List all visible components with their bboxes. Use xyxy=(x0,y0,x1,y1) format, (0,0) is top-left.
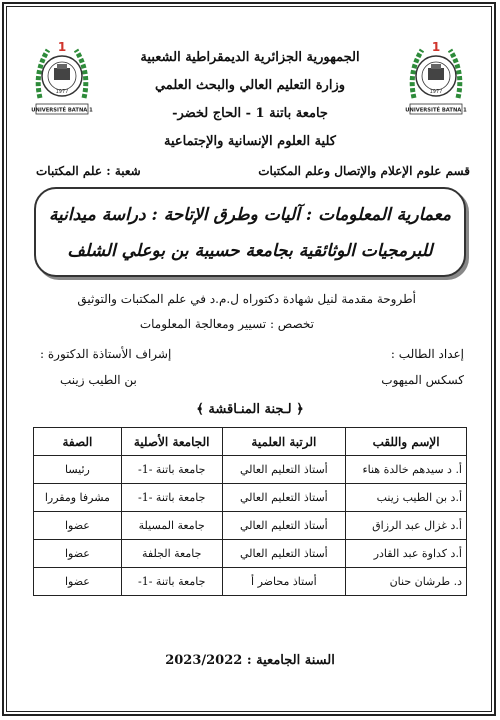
jury-header-name: الإسم واللقب xyxy=(346,428,467,456)
jury-member-rank: أستاذ التعليم العالي xyxy=(222,484,346,512)
table-row xyxy=(34,484,467,512)
thesis-description: أطروحة مقدمة لنيل شهادة دكتوراه ل.م.د في علم المكتبات والتوثيق xyxy=(77,292,416,306)
jury-member-university: جامعة باتنة -1- xyxy=(121,484,222,512)
table-row xyxy=(34,512,467,540)
jury-header-university: الجامعة الأصلية xyxy=(121,428,222,456)
university-logo-right xyxy=(404,38,468,126)
table-row xyxy=(34,540,467,568)
faculty-name: كلية العلوم الإنسانية والإجتماعية xyxy=(164,134,336,149)
logo-number: 1 xyxy=(431,40,441,54)
thesis-title-line2: للبرمجيات الوثائقية بجامعة حسيبة بن بوعلي الشلف xyxy=(67,241,433,261)
jury-member-name: أ.د بن الطيب زينب xyxy=(346,484,467,512)
supervisor-name: بن الطيب زينب xyxy=(60,373,137,387)
ministry-name: وزارة التعليم العالي والبحث العلمي xyxy=(154,78,346,93)
jury-member-role: رئيسا xyxy=(34,456,122,484)
jury-member-role: مشرفا ومقررا xyxy=(34,484,122,512)
logo-year: 1977 xyxy=(55,89,69,95)
student-label: إعداد الطالب : xyxy=(390,347,464,361)
jury-header-row xyxy=(34,428,467,456)
jury-member-name: أ.د كداوة عبد القادر xyxy=(346,540,467,568)
table-row xyxy=(34,456,467,484)
thesis-specialty: تخصص : تسيير ومعالجة المعلومات xyxy=(139,317,314,331)
jury-member-name: أ.د غزال عبد الرزاق xyxy=(346,512,467,540)
jury-header-rank: الرتبة العلمية xyxy=(222,428,346,456)
jury-title: ﴿ لـجنة المنـاقشة ﴾ xyxy=(196,402,304,417)
jury-member-role: عضوا xyxy=(34,540,122,568)
thesis-title-line1: معمارية المعلومات : آليات وطرق الإتاحة : دراسة ميدانية xyxy=(48,205,452,225)
student-name: كسكس الميهوب xyxy=(381,373,464,387)
supervisor-label: إشراف الأستاذة الدكتورة : xyxy=(40,347,172,361)
jury-member-rank: أستاذ محاضر أ xyxy=(222,568,346,596)
jury-member-name: أ. د سيدهم خالدة هناء xyxy=(346,456,467,484)
jury-member-name: د. طرشان حنان xyxy=(346,568,467,596)
jury-member-rank: أستاذ التعليم العالي xyxy=(222,456,346,484)
jury-member-university: جامعة المسيلة xyxy=(121,512,222,540)
table-row xyxy=(34,568,467,596)
logo-text: UNIVERSITÉ BATNA 1 xyxy=(405,107,467,114)
jury-member-role: عضوا xyxy=(34,512,122,540)
jury-member-university: جامعة الجلفة xyxy=(121,540,222,568)
jury-member-role: عضوا xyxy=(34,568,122,596)
logo-text: UNIVERSITÉ BATNA 1 xyxy=(31,107,93,114)
logo-year: 1977 xyxy=(429,89,443,95)
academic-year: السنة الجامعية : 2023/2022 xyxy=(165,653,335,668)
republic-name: الجمهورية الجزائرية الديمقراطية الشعبية xyxy=(140,50,360,65)
thesis-title-box xyxy=(34,187,466,277)
logo-number: 1 xyxy=(57,40,67,54)
jury-member-university: جامعة باتنة -1- xyxy=(121,568,222,596)
university-name: جامعة باتنة 1 - الحاج لخضر- xyxy=(172,106,328,121)
jury-member-rank: أستاذ التعليم العالي xyxy=(222,540,346,568)
department-name: قسم علوم الإعلام والإتصال وعلم المكتبات xyxy=(258,164,470,178)
branch-name: شعبة : علم المكتبات xyxy=(36,164,141,178)
jury-member-university: جامعة باتنة -1- xyxy=(121,456,222,484)
jury-table xyxy=(33,427,467,596)
jury-member-rank: أستاذ التعليم العالي xyxy=(222,512,346,540)
university-logo-left xyxy=(30,38,94,126)
jury-header-role: الصفة xyxy=(34,428,122,456)
